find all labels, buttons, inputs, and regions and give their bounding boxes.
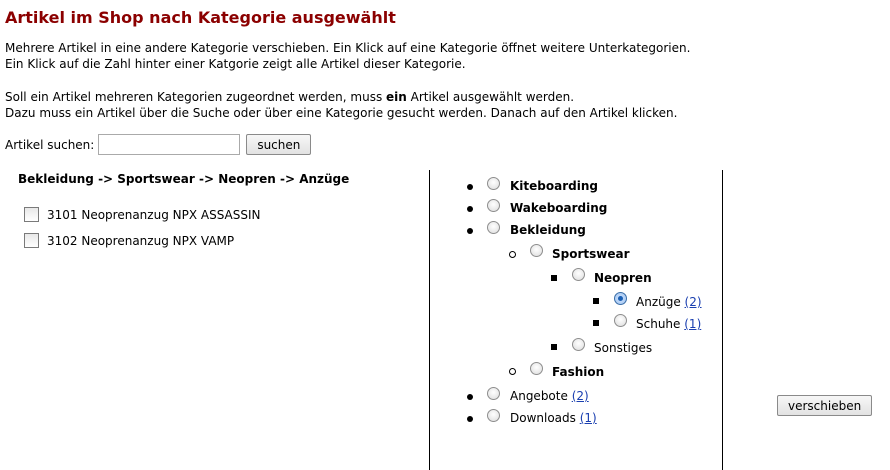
category-radio-angebote[interactable] [487, 387, 500, 400]
article-label: 3101 Neoprenanzug NPX ASSASSIN [47, 207, 261, 222]
category-downloads[interactable] [510, 411, 597, 425]
category-radio-wakeboarding[interactable] [487, 199, 500, 212]
breadcrumb: Bekleidung -> Sportswear -> Neopren -> Anzüge [18, 172, 350, 186]
category-radio-sportswear[interactable] [530, 244, 543, 257]
bullet-icon [551, 275, 557, 281]
category-radio-fashion[interactable] [530, 362, 543, 375]
category-anzuege[interactable] [636, 295, 702, 309]
divider-right [722, 170, 723, 470]
category-radio-kiteboarding[interactable] [487, 177, 500, 190]
search-button[interactable]: suchen [246, 134, 311, 155]
bullet-icon [593, 298, 599, 304]
page-title: Artikel im Shop nach Kategorie ausgewählt [5, 8, 396, 27]
category-wakeboarding[interactable]: Wakeboarding [510, 201, 608, 215]
category-radio-schuhe[interactable] [614, 314, 627, 327]
article-item[interactable] [24, 207, 261, 222]
category-schuhe-label: Schuhe [636, 317, 681, 331]
note-text [5, 89, 677, 121]
note-line-1-a: Soll ein Artikel mehreren Kategorien zugeordnet werden, muss [5, 90, 387, 104]
bullet-icon [467, 206, 473, 212]
category-neopren[interactable]: Neopren [594, 271, 652, 285]
divider-left [429, 170, 430, 470]
category-radio-bekleidung[interactable] [487, 221, 500, 234]
article-label: 3102 Neoprenanzug NPX VAMP [47, 233, 235, 248]
category-sportswear[interactable]: Sportswear [552, 247, 630, 261]
bullet-icon [593, 320, 599, 326]
note-line-1 [5, 89, 677, 105]
bullet-icon [467, 184, 473, 190]
category-schuhe-count[interactable]: (1) [684, 317, 702, 331]
note-line-2: Dazu muss ein Artikel über die Suche oder über eine Kategorie gesucht werden. Danach auf den Artikel klicken. [5, 106, 678, 120]
category-schuhe[interactable] [636, 317, 701, 331]
bullet-icon [467, 394, 473, 400]
bullet-icon [467, 228, 473, 234]
category-radio-sonstiges[interactable] [572, 338, 585, 351]
intro-text [5, 40, 690, 72]
bullet-icon [509, 251, 516, 258]
article-checkbox[interactable] [24, 233, 39, 248]
article-item[interactable] [24, 233, 234, 248]
search-label: Artikel suchen: [5, 137, 95, 152]
bullet-icon [509, 368, 516, 375]
note-line-1-c: Artikel ausgewählt werden. [406, 90, 575, 104]
category-fashion[interactable]: Fashion [552, 365, 605, 379]
category-downloads-label: Downloads [510, 411, 576, 425]
search-input[interactable] [98, 134, 240, 155]
category-anzuege-label: Anzüge [636, 295, 681, 309]
category-downloads-count[interactable]: (1) [579, 411, 597, 425]
category-angebote[interactable] [510, 389, 589, 403]
category-kiteboarding[interactable]: Kiteboarding [510, 179, 598, 193]
intro-line-2: Ein Klick auf die Zahl hinter einer Katgorie zeigt alle Artikel dieser Kategorie. [5, 57, 466, 71]
note-line-1-emphasis: ein [386, 90, 407, 104]
move-button[interactable]: verschieben [777, 395, 872, 416]
intro-line-1: Mehrere Artikel in eine andere Kategorie verschieben. Ein Klick auf eine Kategorie öffnet weitere Unterkategorien. [5, 41, 691, 55]
category-angebote-count[interactable]: (2) [571, 389, 589, 403]
category-anzuege-count[interactable]: (2) [684, 295, 702, 309]
category-angebote-label: Angebote [510, 389, 568, 403]
category-sonstiges[interactable]: Sonstiges [594, 341, 653, 355]
category-radio-anzuege[interactable] [614, 292, 627, 305]
search-row [5, 134, 311, 155]
category-radio-neopren[interactable] [572, 268, 585, 281]
article-checkbox[interactable] [24, 207, 39, 222]
category-radio-downloads[interactable] [487, 409, 500, 422]
category-bekleidung[interactable]: Bekleidung [510, 223, 586, 237]
bullet-icon [551, 344, 557, 350]
bullet-icon [467, 416, 473, 422]
